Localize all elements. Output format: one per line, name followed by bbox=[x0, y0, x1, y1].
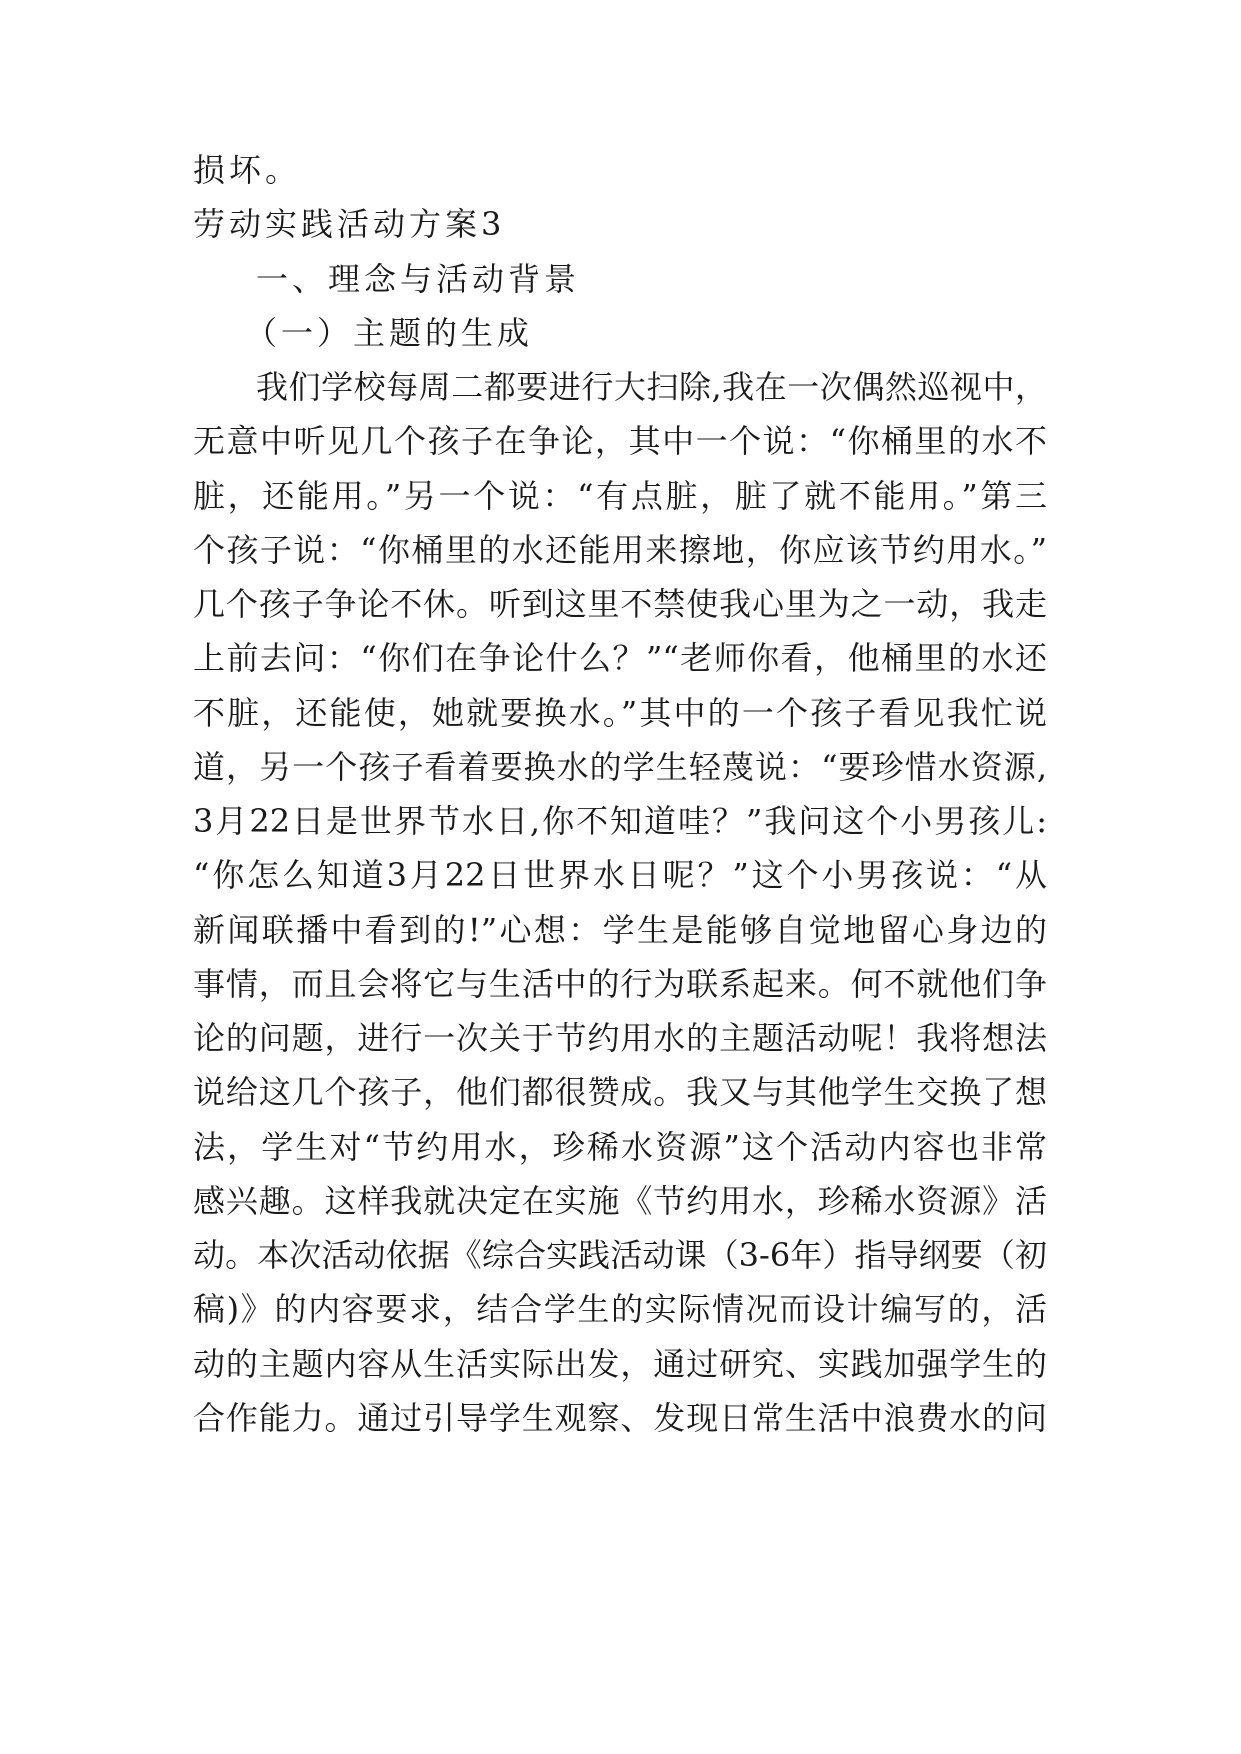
text-line-fragment: 损坏。 bbox=[193, 151, 302, 189]
paragraph-line: 动的主题内容从生活实际出发，通过研究、实践加强学生的 bbox=[193, 1345, 1047, 1383]
paragraph-line: 道，另一个孩子看着要换水的学生轻蔑说：“要珍惜水资源, bbox=[193, 748, 1047, 786]
paragraph-line: 几个孩子争论不休。听到这里不禁使我心里为之一动，我走 bbox=[193, 585, 1047, 623]
section-title: 劳动实践活动方案3 bbox=[193, 205, 506, 243]
paragraph-line: 合作能力。通过引导学生观察、发现日常生活中浪费水的问 bbox=[193, 1399, 1047, 1437]
paragraph-line: 法，学生对“节约用水，珍稀水资源”这个活动内容也非常 bbox=[193, 1128, 1047, 1166]
paragraph-line: 说给这几个孩子，他们都很赞成。我又与其他学生交换了想 bbox=[193, 1073, 1047, 1111]
paragraph-line: 脏，还能用。”另一个说：“有点脏，脏了就不能用。”第三 bbox=[193, 477, 1047, 515]
heading-level-1: 一、理念与活动背景 bbox=[256, 260, 581, 298]
paragraph-line: 3月22日是世界节水日,你不知道哇？”我问这个小男孩儿: bbox=[193, 802, 1047, 840]
paragraph-line: 个孩子说：“你桶里的水还能用来擦地，你应该节约用水。” bbox=[193, 531, 1047, 569]
paragraph-line: 无意中听见几个孩子在争论，其中一个说：“你桶里的水不 bbox=[193, 422, 1047, 460]
paragraph-line: 上前去问：“你们在争论什么？”“老师你看，他桶里的水还 bbox=[193, 639, 1047, 677]
paragraph-line: 感兴趣。这样我就决定在实施《节约用水，珍稀水资源》活 bbox=[193, 1182, 1047, 1220]
paragraph-line: 不脏，还能使，她就要换水。”其中的一个孩子看见我忙说 bbox=[193, 694, 1047, 732]
paragraph-line: “你怎么知道3月22日世界水日呢？”这个小男孩说：“从 bbox=[193, 856, 1047, 894]
paragraph-line: 稿)》的内容要求，结合学生的实际情况而设计编写的，活 bbox=[193, 1290, 1047, 1328]
paragraph-line: 新闻联播中看到的!”心想：学生是能够自觉地留心身边的 bbox=[193, 911, 1047, 949]
heading-level-2: （一）主题的生成 bbox=[245, 314, 534, 352]
paragraph-line: 事情，而且会将它与生活中的行为联系起来。何不就他们争 bbox=[193, 965, 1047, 1003]
paragraph-line: 论的问题，进行一次关于节约用水的主题活动呢！我将想法 bbox=[193, 1019, 1047, 1057]
paragraph-line: 动。本次活动依据《综合实践活动课（3-6年）指导纲要（初 bbox=[193, 1236, 1047, 1274]
paragraph-line: 我们学校每周二都要进行大扫除,我在一次偶然巡视中， bbox=[256, 368, 1047, 406]
